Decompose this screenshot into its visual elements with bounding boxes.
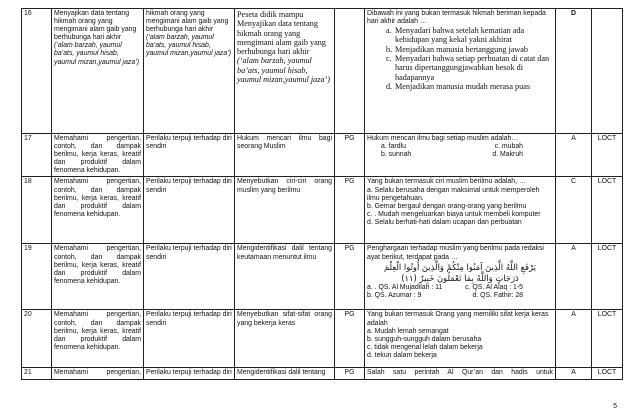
- bentuk-soal-cell: PG: [335, 310, 365, 368]
- page-number: 5: [613, 403, 617, 410]
- kd-cell: Memahami pengertian, contoh, dan dampak berilmu, kerja keras, kreatif dan produktif dalam fenomena kehidupan.: [52, 244, 144, 310]
- indikator-cell: Menyebutkan ciri-ciri orang muslim yang berilmu: [235, 177, 335, 244]
- option-line: a. Mudah lemah semangat: [367, 327, 449, 335]
- indikator-line: yaumul mizan,yaumul jaza’): [237, 75, 331, 85]
- bentuk-soal-cell: PG: [335, 177, 365, 244]
- soal-stem: Salah satu perintah Al Qur’an dan hadis untuk: [367, 369, 553, 377]
- indikator-cell: [235, 9, 335, 134]
- cognitive-level: LOCT: [592, 134, 623, 177]
- option-row: [367, 284, 553, 292]
- answer-key: A: [556, 244, 592, 310]
- bentuk-soal-cell: PG: [335, 244, 365, 310]
- materi-line: (‘alam barzah, yaumul: [146, 34, 214, 42]
- answer-key: A: [556, 368, 592, 379]
- option-item: d. Menjadikan manusia mudah merasa puas: [386, 81, 531, 91]
- soal-cell: [365, 134, 556, 177]
- kd-line: ba’ats, yaumul hisab,: [54, 50, 119, 58]
- soal-stem: Yang bukan termasuk ciri muslim berilmu adalah, …: [367, 178, 526, 186]
- materi-line: berhubunga hari akhir: [146, 26, 214, 34]
- kd-line: yaumul mizan,yaumul jaza’): [54, 58, 140, 66]
- cognitive-level: LOCT: [592, 310, 623, 368]
- soal-cell: [365, 310, 556, 368]
- arabic-verse-line: يَرْفَعِ اللَّهُ الَّذِينَ آمَنُوا مِنْكُمْ وَالَّذِينَ أُوتُوا الْعِلْمَ: [383, 261, 537, 272]
- answer-key: D: [556, 9, 592, 134]
- kd-cell: [52, 9, 144, 134]
- answer-key: C: [556, 177, 592, 244]
- indikator-line: hikmah orang yang: [237, 28, 301, 38]
- materi-cell: Perilaku terpuji terhadap diri sendiri: [144, 244, 235, 310]
- soal-stem: Hukum mencari ilmu bagi setiap muslim adalah…: [367, 135, 519, 142]
- materi-line: mengimani alam gaib yang: [146, 18, 229, 26]
- kd-cell: Memahami pengertian, contoh, dan dampak berilmu, kerja keras, kreatif dan produktif dalam fenomena kehidupan.: [52, 134, 144, 177]
- materi-cell: Perilaku terpuji terhadap diri sendiri: [144, 134, 235, 177]
- bentuk-soal-cell: PG: [335, 134, 365, 177]
- table-row: [22, 368, 623, 379]
- bentuk-soal-cell: PG: [335, 368, 365, 379]
- option-line: a. Selalu berusaha dengan maksimal untuk memperoleh ilmu pengetahuan.: [367, 186, 540, 202]
- answer-key: A: [556, 310, 592, 368]
- materi-line: ba’ats, yaumul hisab,: [146, 42, 211, 50]
- row-number: 19: [22, 244, 52, 310]
- option-line: c. tidak mengenal lelah dalam bekerja: [367, 343, 483, 351]
- answer-key: A: [556, 134, 592, 177]
- table-row: [22, 177, 623, 244]
- materi-cell: Perilaku terpuji terhadap diri: [144, 368, 235, 379]
- soal-stem: Yang bukan termasuk Orang yang memiliki sifat kerja keras adalah: [367, 311, 549, 327]
- option-row: [367, 151, 553, 159]
- indikator-line: mengimani alam gaib yang: [237, 37, 326, 47]
- kd-line: mengimani alam gaib yang: [54, 26, 137, 34]
- option-a: a. fardlu: [381, 143, 406, 151]
- option-item: c. Menyadari bahwa setiap perbuatan di catat dan harus dipertanggungjawabkan besok di hadapannya: [386, 54, 550, 82]
- option-line: b. Gemar bergaul dengan orang-orang yang berilmu: [367, 202, 527, 210]
- kd-line: (‘alam barzah, yaumul: [54, 42, 122, 50]
- option-line: b. sungguh-sungguh dalam berusaha: [367, 335, 482, 343]
- row-number: 18: [22, 177, 52, 244]
- option-line: d. tekun dalam bekerja: [367, 351, 437, 359]
- option-d: d. Makruh: [492, 151, 523, 159]
- table-row: [22, 244, 623, 310]
- row-number: 17: [22, 134, 52, 177]
- row-number: 16: [22, 9, 52, 134]
- materi-cell: Perilaku terpuji terhadap diri sendiri: [144, 310, 235, 368]
- soal-stem: Penghargaan terhadap muslim yang berilmu pada redaksi ayat berikut, terdapat pada …: [367, 245, 544, 261]
- cognitive-level: [592, 9, 623, 134]
- indikator-cell: Mengidentifikasi dalil tentang: [235, 368, 335, 379]
- soal-cell: [365, 9, 556, 134]
- kd-cell: Memahami pengertian, contoh, dan dampak berilmu, kerja keras, kreatif dan produktif dalam fenomena kehidupan.: [52, 177, 144, 244]
- kd-cell: Memahami pengertian, contoh, dan dampak berilmu, kerja keras, kreatif dan produktif dalam fenomena kehidupan.: [52, 310, 144, 368]
- table-row: [22, 310, 623, 368]
- arabic-verse-line: دَرَجَاتٍ وَاللَّهُ بِمَا تَعْمَلُونَ خَبِيرٌ (١١): [401, 272, 519, 283]
- soal-cell: [365, 244, 556, 310]
- cognitive-level: LOCT: [592, 368, 623, 379]
- option-c: c. QS. Al Alaq : 1-5: [465, 283, 523, 291]
- kd-cell: Memahami pengertian,: [52, 368, 144, 379]
- option-row: [367, 143, 553, 151]
- bentuk-soal-cell: [335, 9, 365, 134]
- materi-line: yaumul mizan,yaumul jaza’): [146, 50, 232, 58]
- materi-cell: Perilaku terpuji terhadap diri sendiri: [144, 177, 235, 244]
- soal-cell: [365, 177, 556, 244]
- kd-line: hikmah orang yang: [54, 18, 113, 26]
- table-row: [22, 9, 623, 134]
- option-a: a. . QS. Al Mujadilah : 11: [367, 283, 443, 291]
- table-row: [22, 134, 623, 177]
- option-item: b. Menjadikan manusia bertanggung jawab: [386, 44, 529, 54]
- option-b: b. QS. Azumar : 9: [367, 291, 422, 299]
- option-d: d. QS. Fathir: 28: [472, 291, 523, 299]
- row-number: 21: [22, 368, 52, 379]
- materi-line: hikmah orang yang: [146, 10, 205, 17]
- option-row: [367, 292, 553, 300]
- indikator-cell: Mengidentifikasi dalil tentang keutamaan menuntut ilmu: [235, 244, 335, 310]
- option-line: c. . Mudah mengeluarkan biaya untuk membeli komputer: [367, 210, 541, 218]
- option-list: [367, 26, 553, 91]
- cognitive-level: LOCT: [592, 177, 623, 244]
- materi-cell: [144, 9, 235, 134]
- option-b: b. sunnah: [381, 151, 412, 159]
- indikator-cell: Hukum mencari ilmu bagi seorang Muslim: [235, 134, 335, 177]
- indikator-line: Peseta didik mampu: [237, 10, 304, 19]
- cognitive-level: LOCT: [592, 244, 623, 310]
- kd-line: berhubunga hari akhir: [54, 34, 122, 42]
- indikator-cell: Menyebutkan sifat-sifat orang yang bekerja keras: [235, 310, 335, 368]
- kd-line: Menyajikan data tentang: [54, 10, 130, 17]
- row-number: 20: [22, 310, 52, 368]
- indikator-line: ba’ats, yaumul hisab,: [237, 65, 308, 75]
- indikator-line: Menyajikan data tentang: [237, 19, 318, 29]
- option-c: c. mubah: [494, 143, 523, 151]
- soal-stem: Dibawah ini yang bukan termasuk hikmah beriman kepada hari akhir adalah …: [367, 10, 546, 26]
- indikator-line: (‘alam barzah, yaumul: [237, 56, 312, 66]
- soal-cell: [365, 368, 556, 379]
- option-line: d. Selalu berhati-hati dalam ucapan dan perbuatan: [367, 218, 522, 226]
- indikator-line: berhubunga hari akhir: [237, 47, 310, 57]
- question-grid-table: [21, 8, 623, 380]
- option-item: a. Menyadari bahwa setelah kematian ada kehidupan yang kekal yakni akhirat: [386, 26, 525, 45]
